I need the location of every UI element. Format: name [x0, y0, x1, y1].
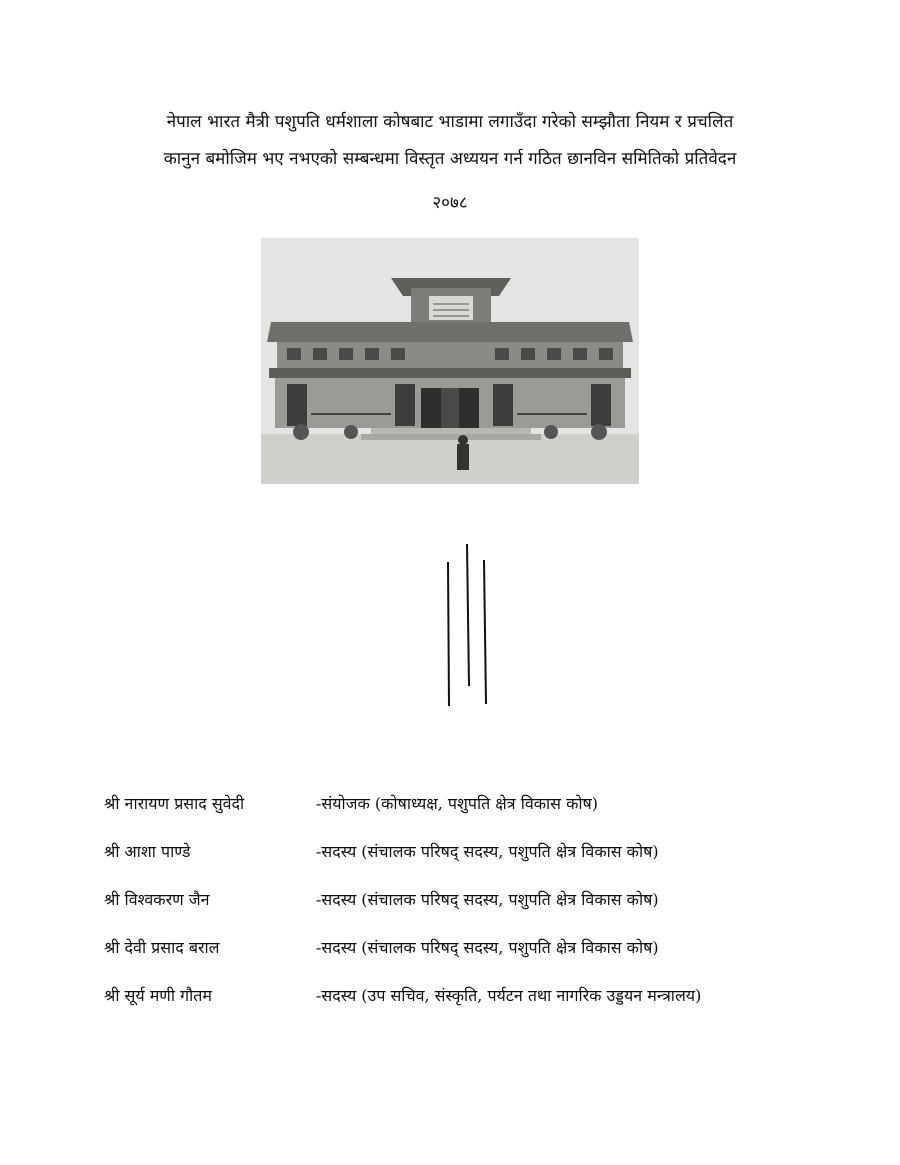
- building-photo-icon: [261, 238, 639, 484]
- member-row: [104, 888, 824, 936]
- report-title-line-2: कानुन बमोजिम भए नभएको सम्बन्धमा विस्तृत अध्ययन गर्न गठित छानविन समितिको प्रतिवेदन: [163, 149, 737, 169]
- building-photo: [261, 238, 639, 484]
- member-name: श्री नारायण प्रसाद सुवेदी: [104, 794, 245, 813]
- report-title: [60, 104, 840, 178]
- member-row: [104, 936, 824, 984]
- committee-members: [104, 792, 824, 1032]
- member-name: श्री देवी प्रसाद बराल: [104, 938, 220, 957]
- member-role: -सदस्य (उप सचिव, संस्कृति, पर्यटन तथा नागरिक उड्डयन मन्त्रालय): [316, 986, 702, 1005]
- member-row: [104, 840, 824, 888]
- member-row: [104, 792, 824, 840]
- three-vertical-lines-icon: [440, 540, 500, 710]
- member-row: [104, 984, 824, 1032]
- report-year: २०७८: [432, 193, 468, 213]
- member-role: -सदस्य (संचालक परिषद् सदस्य, पशुपति क्षेत्र विकास कोष): [316, 890, 659, 909]
- member-name: श्री आशा पाण्डे: [104, 842, 191, 861]
- member-name: श्री सूर्य मणी गौतम: [104, 986, 212, 1005]
- member-role: -संयोजक (कोषाध्यक्ष, पशुपति क्षेत्र विकास कोष): [316, 794, 598, 813]
- member-name: श्री विश्वकरण जैन: [104, 890, 210, 909]
- member-role: -सदस्य (संचालक परिषद् सदस्य, पशुपति क्षेत्र विकास कोष): [316, 842, 659, 861]
- report-title-line-1: नेपाल भारत मैत्री पशुपति धर्मशाला कोषबाट भाडामा लगाउँदा गरेको सम्झौता नियम र प्रचलित: [166, 112, 734, 132]
- member-role: -सदस्य (संचालक परिषद् सदस्य, पशुपति क्षेत्र विकास कोष): [316, 938, 659, 957]
